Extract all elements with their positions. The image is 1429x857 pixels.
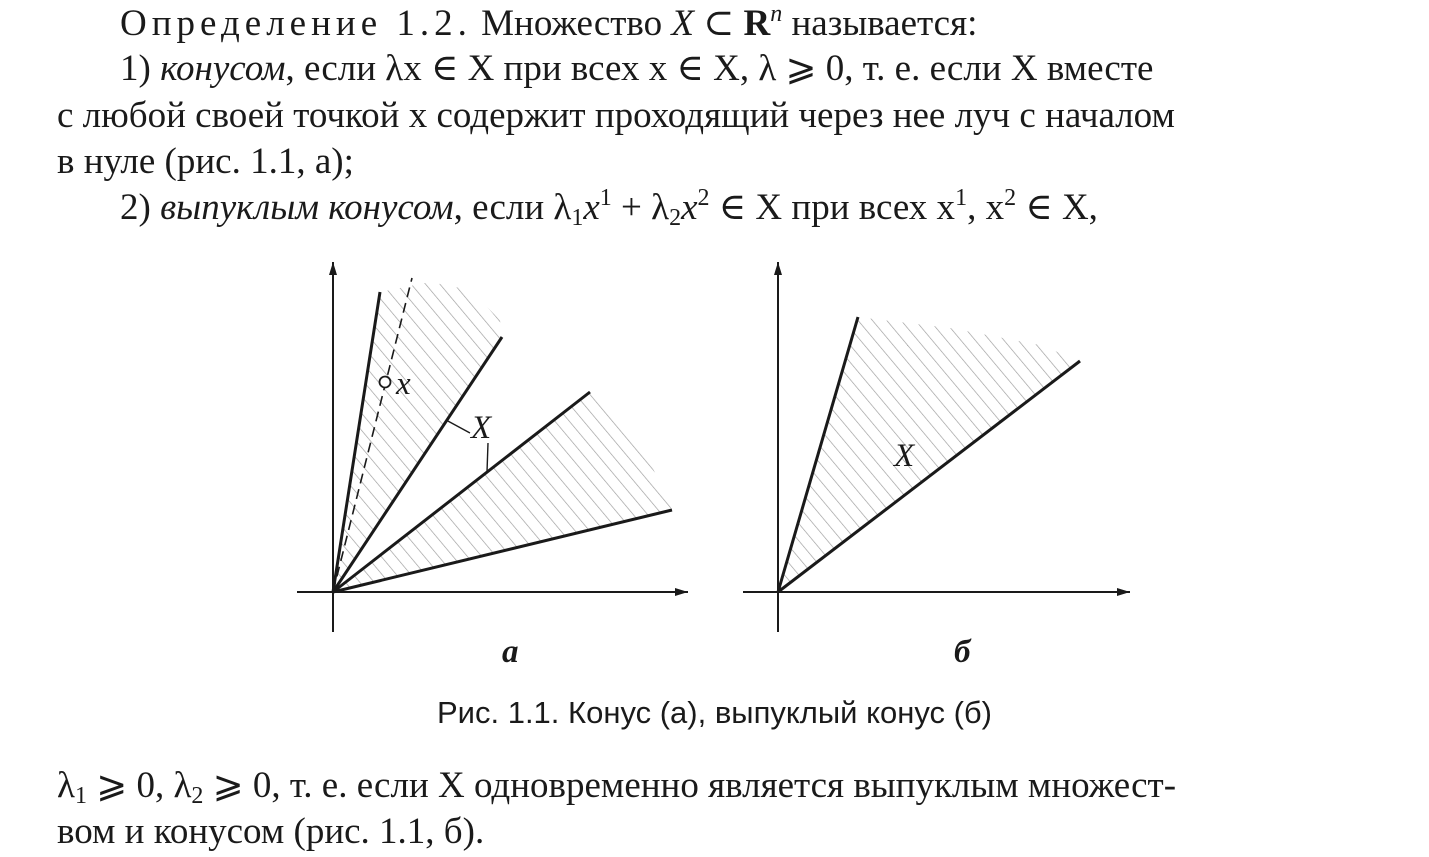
item2-part-d: x bbox=[681, 187, 698, 228]
cont-sub1: 1 bbox=[74, 783, 87, 809]
definition-text-after: называется: bbox=[791, 3, 978, 44]
cont-line2-text: вом и конусом (рис. 1.1, б). bbox=[57, 811, 485, 852]
panel-a-set-label: X bbox=[471, 410, 492, 446]
panel-b-cone-region bbox=[778, 317, 1080, 592]
panel-a-leader-2 bbox=[487, 443, 488, 472]
panel-a-label: а bbox=[502, 634, 519, 670]
item2-sub1: 1 bbox=[571, 205, 584, 231]
definition-subset: ⊂ bbox=[703, 3, 735, 44]
item2-sup3: 1 bbox=[955, 185, 968, 211]
item2-part-c: + λ bbox=[611, 187, 670, 228]
definition-set-var: X bbox=[671, 3, 694, 44]
point-x-label: x bbox=[396, 366, 411, 402]
definition-text-before: Множество bbox=[481, 3, 663, 44]
figure-caption: Рис. 1.1. Конус (а), выпуклый конус (б) bbox=[436, 695, 993, 730]
item2-part-g: ∈ X, bbox=[1016, 187, 1098, 228]
item1-line2-text: с любой своей точкой x содержит проходящий через нее луч с началом bbox=[57, 95, 1175, 136]
item2-part-a: , если λ bbox=[453, 187, 572, 228]
panel-a-point-x bbox=[380, 377, 391, 388]
item2-sup2: 2 bbox=[697, 185, 710, 211]
item1-term: конусом bbox=[160, 48, 286, 89]
panel-a-leader-1 bbox=[446, 420, 470, 433]
item2-sup4: 2 bbox=[1004, 185, 1017, 211]
item1-line3-text: в нуле (рис. 1.1, а); bbox=[57, 141, 354, 182]
panel-b-label: б bbox=[954, 634, 971, 670]
item1-line1-rest: , если λx ∈ X при всех x ∈ X, λ ⩾ 0, т. е. если X вместе bbox=[285, 48, 1154, 89]
item2-number: 2) bbox=[120, 187, 151, 228]
definition-space-exp: n bbox=[770, 1, 783, 27]
cont-part-c: ⩾ 0, т. е. если X одновременно является выпуклым множест- bbox=[203, 765, 1177, 806]
definition-label: Определение 1.2. bbox=[120, 3, 472, 44]
item1-number: 1) bbox=[120, 48, 151, 89]
cont-sub2: 2 bbox=[191, 783, 204, 809]
item2-part-b: x bbox=[583, 187, 600, 228]
item2-part-f: , x bbox=[967, 187, 1005, 228]
cont-part-a: λ bbox=[57, 765, 75, 806]
definition-space: R bbox=[743, 3, 771, 44]
item2-term: выпуклым конусом bbox=[160, 187, 454, 228]
panel-b-set-label: X bbox=[894, 438, 915, 474]
continuation-line1 bbox=[57, 764, 1176, 808]
item2-sup1: 1 bbox=[599, 185, 612, 211]
item2-part-e: ∈ X при всех x bbox=[709, 187, 956, 228]
cont-part-b: ⩾ 0, λ bbox=[86, 765, 192, 806]
item2-sub2: 2 bbox=[669, 205, 682, 231]
continuation-line2 bbox=[57, 810, 484, 854]
